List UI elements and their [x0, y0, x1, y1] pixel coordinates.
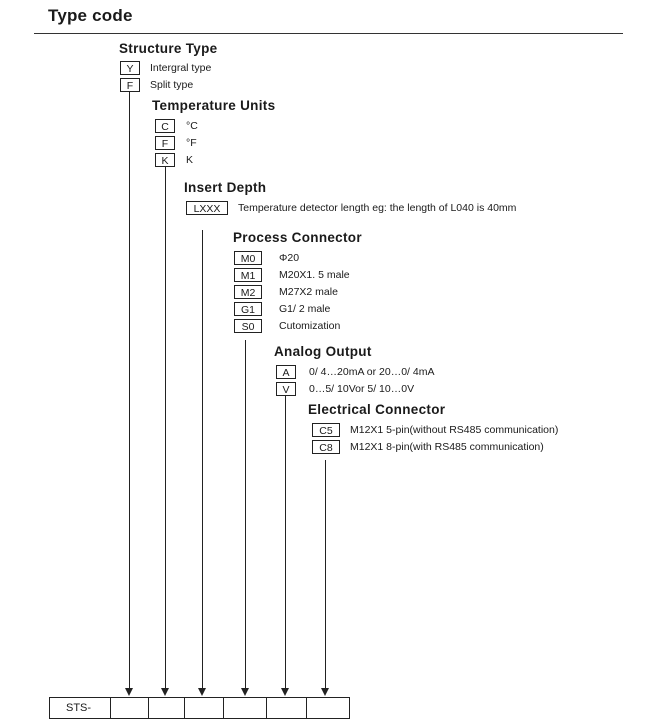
code-slot-electrical [306, 697, 350, 719]
structure-desc-f: Split type [150, 79, 194, 91]
temperature-units-leader [165, 167, 166, 688]
structure-desc-y: Intergral type [150, 62, 212, 74]
analog-output-arrow [281, 688, 289, 696]
depth-code-lxxx: LXXX [186, 201, 228, 215]
temp-desc-c: °C [186, 120, 198, 132]
analog-output-heading: Analog Output [274, 344, 372, 359]
code-slot-depth [184, 697, 224, 719]
process-connector-heading: Process Connector [233, 230, 362, 245]
electrical-connector-heading: Electrical Connector [308, 402, 446, 417]
electrical-connector-arrow [321, 688, 329, 696]
depth-desc-lxxx: Temperature detector length eg: the length of L040 is 40mm [238, 202, 517, 214]
code-slot-analog [266, 697, 307, 719]
temp-desc-f: °F [186, 137, 197, 149]
process-desc-g1: G1/ 2 male [279, 303, 331, 315]
electrical-desc-c5: M12X1 5-pin(without RS485 communication) [350, 424, 559, 436]
temperature-units-heading: Temperature Units [152, 98, 276, 113]
process-desc-m2: M27X2 male [279, 286, 338, 298]
analog-desc-v: 0…5/ 10Vor 5/ 10…0V [309, 383, 415, 395]
structure-type-arrow [125, 688, 133, 696]
code-bar-prefix: STS- [49, 697, 111, 719]
analog-desc-a: 0/ 4…20mA or 20…0/ 4mA [309, 366, 435, 378]
code-slot-structure [110, 697, 149, 719]
electrical-connector-leader [325, 460, 326, 688]
process-desc-s0: Cutomization [279, 320, 341, 332]
process-code-g1: G1 [234, 302, 262, 316]
insert-depth-leader [202, 230, 203, 688]
analog-code-a: A [276, 365, 296, 379]
temp-code-k: K [155, 153, 175, 167]
analog-code-v: V [276, 382, 296, 396]
insert-depth-heading: Insert Depth [184, 180, 267, 195]
process-desc-m0: Φ20 [279, 252, 300, 264]
process-code-m0: M0 [234, 251, 262, 265]
temp-code-c: C [155, 119, 175, 133]
electrical-code-c8: C8 [312, 440, 340, 454]
process-desc-m1: M20X1. 5 male [279, 269, 350, 281]
code-slot-temperature [148, 697, 185, 719]
temp-desc-k: K [186, 154, 194, 166]
structure-code-f: F [120, 78, 140, 92]
page-title: Type code [48, 6, 133, 25]
title-divider [34, 33, 623, 34]
temp-code-f: F [155, 136, 175, 150]
insert-depth-arrow [198, 688, 206, 696]
electrical-code-c5: C5 [312, 423, 340, 437]
process-code-s0: S0 [234, 319, 262, 333]
analog-output-leader [285, 396, 286, 688]
electrical-desc-c8: M12X1 8-pin(with RS485 communication) [350, 441, 544, 453]
code-slot-process [223, 697, 267, 719]
structure-type-leader [129, 92, 130, 688]
process-connector-leader [245, 340, 246, 688]
process-connector-arrow [241, 688, 249, 696]
temperature-units-arrow [161, 688, 169, 696]
structure-code-y: Y [120, 61, 140, 75]
structure-type-heading: Structure Type [119, 41, 218, 56]
process-code-m1: M1 [234, 268, 262, 282]
process-code-m2: M2 [234, 285, 262, 299]
